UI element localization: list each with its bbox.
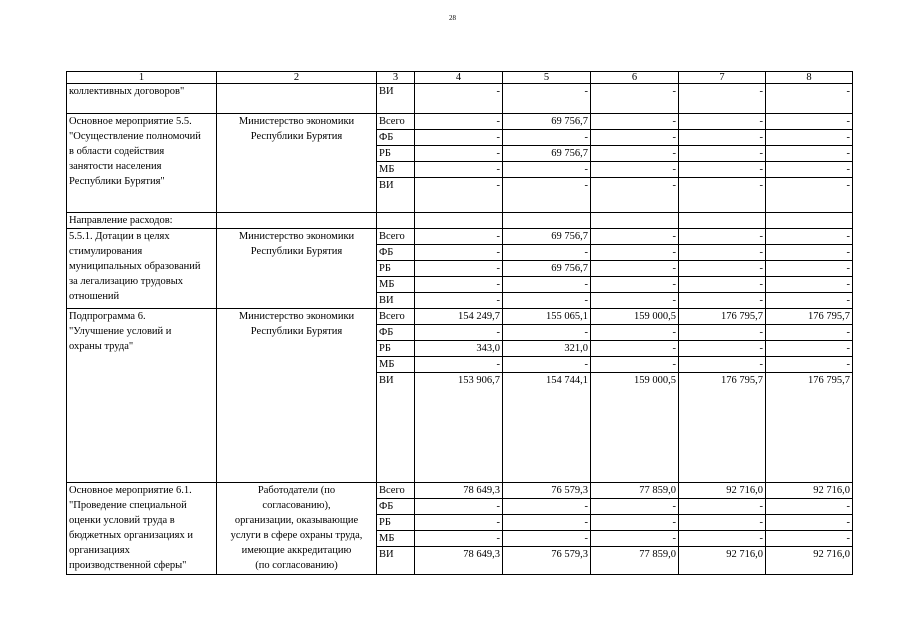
description-line: муниципальных образований [69,261,201,272]
value-cell: 176 795,7 [766,309,853,325]
value-cell: - [415,277,503,293]
direction-label: Направление расходов: [67,213,217,229]
header-row [67,72,853,84]
value-cell: - [503,515,591,531]
value-cell: - [591,245,679,261]
header-cell: 1 [67,72,217,84]
value-cell: - [591,515,679,531]
value-cell: 176 795,7 [679,309,766,325]
description-line: Подпрограмма 6. [69,311,146,322]
table-row [67,483,853,499]
value-cell: 76 579,3 [503,547,591,575]
value-cell: - [679,162,766,178]
executor-line: Министерство экономики [238,231,355,242]
description-line: производственной сферы" [69,560,187,571]
value-cell: - [415,515,503,531]
activity-description [67,84,217,114]
value-cell: - [503,245,591,261]
value-cell: - [766,245,853,261]
value-cell: - [591,277,679,293]
description-line: организациях [69,545,130,556]
value-cell: - [679,178,766,213]
value-cell: - [503,130,591,146]
value-cell: - [766,293,853,309]
description-line: в области содействия [69,146,165,157]
value-cell: - [415,261,503,277]
value-cell: - [415,229,503,245]
value-cell: 321,0 [503,341,591,357]
value-cell: - [591,357,679,373]
value-cell: - [679,499,766,515]
value-cell: - [766,325,853,341]
value-cell: - [679,245,766,261]
description-line: охраны труда" [69,341,134,352]
value-cell: - [766,531,853,547]
value-cell: - [503,277,591,293]
value-cell: - [415,146,503,162]
value-cell: - [591,178,679,213]
value-cell: 69 756,7 [503,146,591,162]
value-cell: 76 579,3 [503,483,591,499]
value-cell: - [503,325,591,341]
value-cell: - [766,499,853,515]
description-line: "Улучшение условий и [69,326,172,337]
value-cell: - [591,341,679,357]
value-cell: 154 744,1 [503,373,591,483]
source-cell: ВИ [377,84,415,114]
description-line: занятости населения [69,161,162,172]
executor-line: организации, оказывающие [234,515,359,526]
source-cell: Всего [377,309,415,325]
value-cell: - [679,84,766,114]
value-cell: - [591,499,679,515]
value-cell: - [766,277,853,293]
value-cell: - [591,261,679,277]
executor-line: Республики Бурятия [250,246,343,257]
value-cell: - [591,114,679,130]
table-row [67,84,853,114]
value-cell: - [415,325,503,341]
table-row [67,229,853,245]
value-cell: - [766,162,853,178]
value-cell: - [415,114,503,130]
source-cell: МБ [377,357,415,373]
value-cell: 92 716,0 [766,483,853,499]
header-cell: 5 [503,72,591,84]
value-cell: - [679,261,766,277]
value-cell: 77 859,0 [591,483,679,499]
value-cell: - [503,84,591,114]
value-cell: - [679,531,766,547]
header-cell: 4 [415,72,503,84]
value-cell: 69 756,7 [503,261,591,277]
value-cell: - [679,114,766,130]
executor-cell [217,229,377,309]
value-cell: - [591,162,679,178]
executor-line: Министерство экономики [238,311,355,322]
source-cell: Всего [377,229,415,245]
source-cell: ВИ [377,293,415,309]
source-cell: ФБ [377,245,415,261]
executor-line: согласованию), [262,500,331,511]
executor-cell [217,483,377,575]
activity-description [67,114,217,213]
table-row [67,114,853,130]
value-cell: 69 756,7 [503,114,591,130]
description-line: Основное мероприятие 6.1. [69,485,192,496]
description-line: отношений [69,291,120,302]
value-cell: - [415,531,503,547]
executor-cell [217,84,377,114]
value-cell: 92 716,0 [766,547,853,575]
value-cell: - [679,341,766,357]
header-cell: 8 [766,72,853,84]
activity-description [67,483,217,575]
description-line: Основное мероприятие 5.5. [69,116,192,127]
value-cell: - [503,162,591,178]
value-cell: - [415,162,503,178]
value-cell: - [766,178,853,213]
description-line: стимулирования [69,246,143,257]
value-cell: - [766,229,853,245]
value-cell: 153 906,7 [415,373,503,483]
source-cell: Всего [377,483,415,499]
executor-cell [217,309,377,483]
description-line: за легализацию трудовых [69,276,184,287]
value-cell: - [503,293,591,309]
value-cell: - [766,357,853,373]
source-cell: МБ [377,277,415,293]
value-cell: 78 649,3 [415,483,503,499]
value-cell: - [679,146,766,162]
description-line: "Осуществление полномочий [69,131,201,142]
value-cell: - [591,84,679,114]
activity-description [67,309,217,483]
header-cell: 7 [679,72,766,84]
value-cell: 159 000,5 [591,373,679,483]
value-cell: 77 859,0 [591,547,679,575]
value-cell: - [503,178,591,213]
value-cell: 92 716,0 [679,483,766,499]
value-cell: - [679,325,766,341]
executor-line: Республики Бурятия [250,131,343,142]
value-cell: - [766,341,853,357]
value-cell: - [766,261,853,277]
source-cell: МБ [377,531,415,547]
value-cell: - [591,229,679,245]
table-row [67,309,853,325]
value-cell: 154 249,7 [415,309,503,325]
source-cell: ВИ [377,373,415,483]
activity-description [67,229,217,309]
value-cell: - [679,130,766,146]
value-cell: - [679,277,766,293]
value-cell: - [679,293,766,309]
source-cell: РБ [377,261,415,277]
value-cell: - [766,84,853,114]
executor-line: Республики Бурятия [250,326,343,337]
value-cell: - [415,293,503,309]
description-line: "Проведение специальной [69,500,187,511]
source-cell: ФБ [377,499,415,515]
value-cell: - [415,357,503,373]
value-cell: - [591,146,679,162]
value-cell: - [503,499,591,515]
value-cell: - [591,531,679,547]
description-line: коллективных договоров" [69,86,185,97]
value-cell: 176 795,7 [766,373,853,483]
executor-line: имеющие аккредитацию [241,545,352,556]
value-cell: 78 649,3 [415,547,503,575]
value-cell: 155 065,1 [503,309,591,325]
executor-line: Министерство экономики [238,116,355,127]
value-cell: - [591,130,679,146]
description-line: оценки условий труда в [69,515,175,526]
value-cell: - [679,229,766,245]
source-cell: ВИ [377,547,415,575]
value-cell: - [679,357,766,373]
header-cell: 3 [377,72,415,84]
description-line: 5.5.1. Дотации в целях [69,231,170,242]
value-cell: - [591,325,679,341]
source-cell: ФБ [377,130,415,146]
value-cell: - [679,515,766,531]
page-number: 28 [449,14,456,22]
value-cell: - [591,293,679,309]
value-cell: 92 716,0 [679,547,766,575]
value-cell: - [503,531,591,547]
description-line: Республики Бурятия" [69,176,165,187]
value-cell: - [415,84,503,114]
source-cell: РБ [377,146,415,162]
value-cell: - [766,146,853,162]
source-cell: Всего [377,114,415,130]
value-cell: 176 795,7 [679,373,766,483]
table-row [67,213,853,229]
executor-cell [217,114,377,213]
value-cell: - [415,245,503,261]
value-cell: - [766,114,853,130]
header-cell: 6 [591,72,679,84]
value-cell: 69 756,7 [503,229,591,245]
source-cell: РБ [377,341,415,357]
description-line: бюджетных организациях и [69,530,193,541]
executor-line: услуги в сфере охраны труда, [230,530,363,541]
source-cell: МБ [377,162,415,178]
executor-line: (по согласованию) [255,560,338,571]
value-cell: - [766,130,853,146]
source-cell: ВИ [377,178,415,213]
executor-line: Работодатели (по [257,485,336,496]
budget-table [66,71,853,575]
value-cell: 343,0 [415,341,503,357]
value-cell: - [766,515,853,531]
value-cell: 159 000,5 [591,309,679,325]
value-cell: - [415,499,503,515]
source-cell: ФБ [377,325,415,341]
value-cell: - [415,130,503,146]
value-cell: - [503,357,591,373]
value-cell: - [415,178,503,213]
source-cell: РБ [377,515,415,531]
header-cell: 2 [217,72,377,84]
